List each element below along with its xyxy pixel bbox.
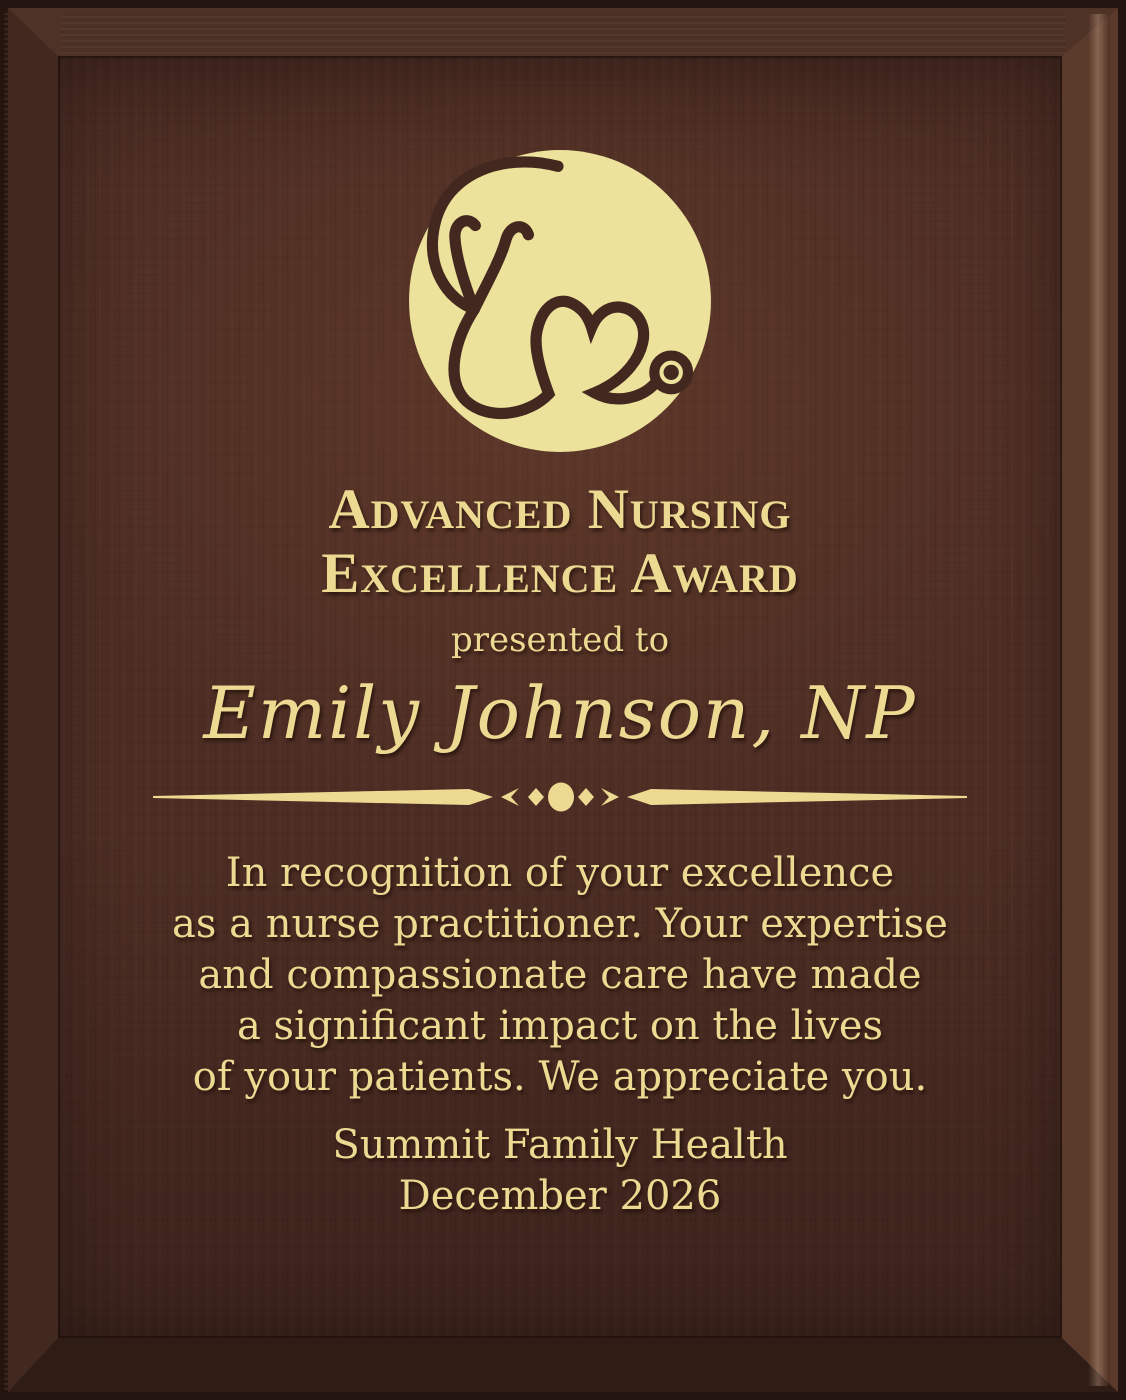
- recipient-name: Emily Johnson, NP: [203, 671, 917, 755]
- award-title-line-2: Excellence Award: [321, 542, 799, 605]
- message-line: In recognition of your excellence: [225, 850, 895, 896]
- message-line: and compassionate care have made: [198, 952, 922, 998]
- message-line: of your patients. We appreciate you.: [192, 1054, 928, 1100]
- message-line: a significant impact on the lives: [236, 1003, 884, 1049]
- presented-to-label: presented to: [450, 620, 670, 660]
- stethoscope-heart-icon: [407, 148, 713, 454]
- signature-block: [332, 1120, 787, 1222]
- frame-top-sheen: [60, 14, 1066, 54]
- award-date: December 2026: [398, 1173, 722, 1219]
- plaque-face: [58, 56, 1062, 1338]
- award-title-line-1: Advanced Nursing: [328, 478, 792, 541]
- divider-ornament: [151, 780, 969, 814]
- frame-right-highlight: [1088, 14, 1110, 1386]
- award-title: [321, 478, 798, 606]
- award-message: [172, 848, 948, 1103]
- organization-name: Summit Family Health: [332, 1122, 788, 1168]
- message-line: as a nurse practitioner. Your expertise: [172, 901, 948, 947]
